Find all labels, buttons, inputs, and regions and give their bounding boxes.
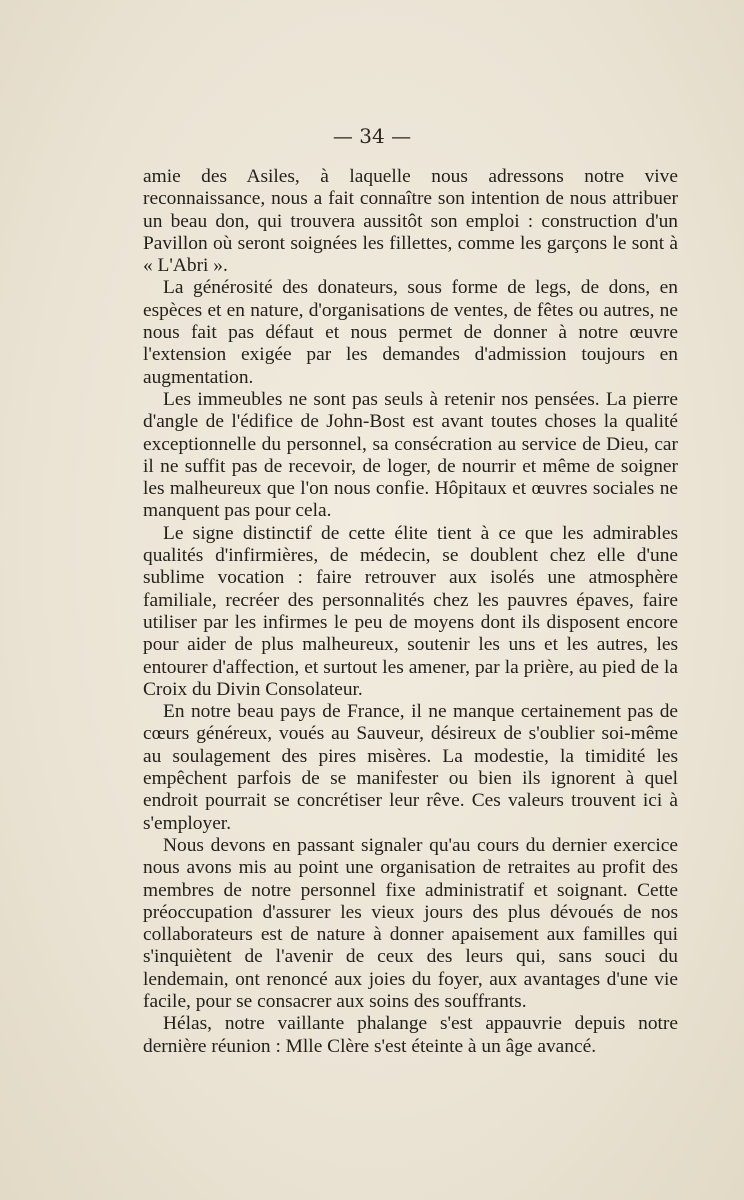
paragraph: En notre beau pays de France, il ne manque certainement pas de cœurs généreux, voués au Sauveur, désireux de s'oublier soi-même au soulagement des pires misères. La modestie, la timidité les empêchent parfois de se manifester ou bien ils ignorent à quel endroit pourrait se concrétiser leur rêve. Ces valeurs trouvent ici à s'employer. — [143, 701, 678, 834]
page-number: — 34 — — [332, 124, 412, 148]
paragraph: Les immeubles ne sont pas seuls à retenir nos pensées. La pierre d'angle de l'édifice de John-Bost est avant toutes choses la qualité exceptionnelle du personnel, sa consécration au service de Dieu, car il ne suffit pas de recevoir, de loger, de nourrir et même de soigner les malheureux que l'on nous confie. Hôpitaux et œuvres sociales ne manquent pas pour cela. — [143, 388, 678, 522]
paragraph: Le signe distinctif de cette élite tient à ce que les admirables qualités d'infirmières, de médecin, se doublent chez elle d'une sublime vocation : faire retrouver aux isolés une atmosphère familiale, recréer des personnalités chez les pauvres épaves, faire utiliser par les infirmes le peu de moyens dont ils disposent encore pour aider de plus malheureux, soutenir les uns et les autres, les entourer d'affection, et surtout les amener, par la prière, au pied de la Croix du Divin Consolateur. — [143, 522, 678, 700]
paragraph: La générosité des donateurs, sous forme de legs, de dons, en espèces et en nature, d'organisations de ventes, de fêtes ou autres, ne nous fait pas défaut et nous permet de donner à notre œuvre l'extension exigée par les demandes d'admission toujours en augmentation. — [143, 277, 678, 388]
paragraph: amie des Asiles, à laquelle nous adressons notre vive reconnaissance, nous a fait connaître son intention de nous attribuer un beau don, qui trouvera aussitôt son emploi : construction d'un Pavillon où seront soignées les fillettes, comme les garçons le sont à « L'Abri ». — [143, 166, 678, 277]
paragraph: Nous devons en passant signaler qu'au cours du dernier exercice nous avons mis au point une organisation de retraites au profit des membres de notre personnel fixe administratif et soignant. Cette préoccupation d'assurer les vieux jours des plus dévoués de nos collaborateurs est de nature à donner apaisement aux familles qui s'inquiètent de l'avenir de ceux des leurs qui, sans souci du lendemain, ont renoncé aux joies du foyer, aux avantages d'une vie facile, pour se consacrer aux soins des souffrants. — [143, 834, 678, 1012]
body-text — [143, 166, 678, 1058]
paragraph: Hélas, notre vaillante phalange s'est appauvrie depuis notre dernière réunion : Mlle Clère s'est éteinte à un âge avancé. — [143, 1013, 678, 1057]
